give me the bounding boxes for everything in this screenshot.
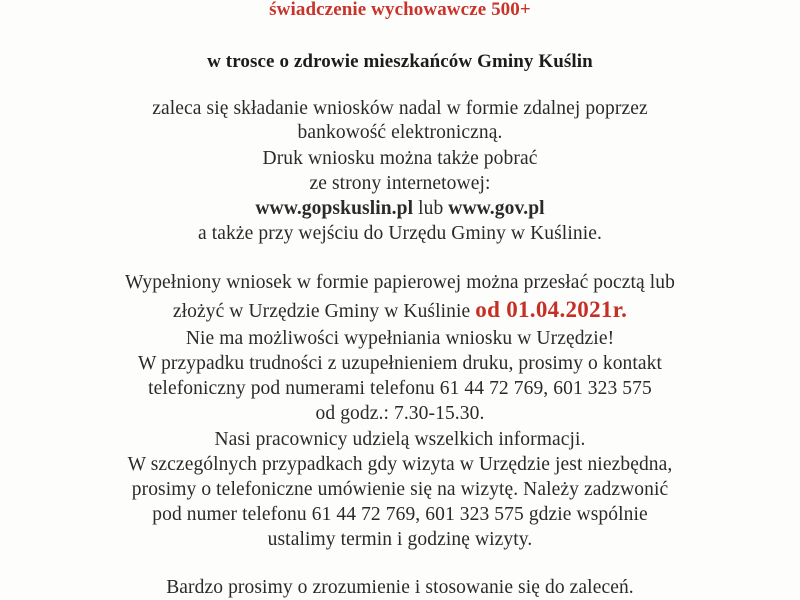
closing-line: Bardzo prosimy o zrozumienie i stosowanie się do zaleceń. <box>166 577 634 598</box>
paragraph-line: Druk wniosku można także pobrać <box>262 148 538 169</box>
document-subtitle: w trosce o zdrowie mieszkańców Gminy Kuślin <box>207 51 593 72</box>
submission-date: od 01.04.2021r. <box>475 297 628 322</box>
paragraph-line: bankowość elektroniczną. <box>297 122 503 143</box>
submission-text: złożyć w Urzędzie Gminy w Kuślinie <box>172 301 476 322</box>
paragraph-line: od godz.: 7.30-15.30. <box>315 403 485 424</box>
website-link-gov[interactable]: www.gov.pl <box>448 198 545 219</box>
paragraph-line: ze strony internetowej: <box>309 173 491 194</box>
paragraph-line: a także przy wejściu do Urzędu Gminy w Kuślinie. <box>198 223 602 244</box>
website-link-gopskuslin[interactable]: www.gopskuslin.pl <box>255 198 414 219</box>
paragraph-line: ustalimy termin i godzinę wizyty. <box>267 529 533 550</box>
paragraph-line: Wypełniony wniosek w formie papierowej można przesłać pocztą lub <box>125 272 675 293</box>
paragraph-line: Nasi pracownicy udzielą wszelkich informacji. <box>214 429 586 450</box>
submission-date-line <box>0 298 800 324</box>
document-title: świadczenie wychowawcze 500+ <box>269 0 531 20</box>
link-separator: lub <box>413 198 449 219</box>
paragraph-line: pod numer telefonu 61 44 72 769, 601 323 575 gdzie wspólnie <box>152 504 648 525</box>
paragraph-line: W przypadku trudności z uzupełnieniem druku, prosimy o kontakt <box>137 353 663 374</box>
paragraph-line: telefoniczny pod numerami telefonu 61 44 72 769, 601 323 575 <box>148 378 652 399</box>
paragraph-line: W szczególnych przypadkach gdy wizyta w Urzędzie jest niezbędna, <box>127 454 673 475</box>
paragraph-line: prosimy o telefoniczne umówienie się na wizytę. Należy zadzwonić <box>131 479 669 500</box>
paragraph-line: Nie ma możliwości wypełniania wniosku w Urzędzie! <box>185 328 615 349</box>
paragraph-line: zaleca się składanie wniosków nadal w formie zdalnej poprzez <box>152 98 648 119</box>
website-links <box>0 197 800 221</box>
